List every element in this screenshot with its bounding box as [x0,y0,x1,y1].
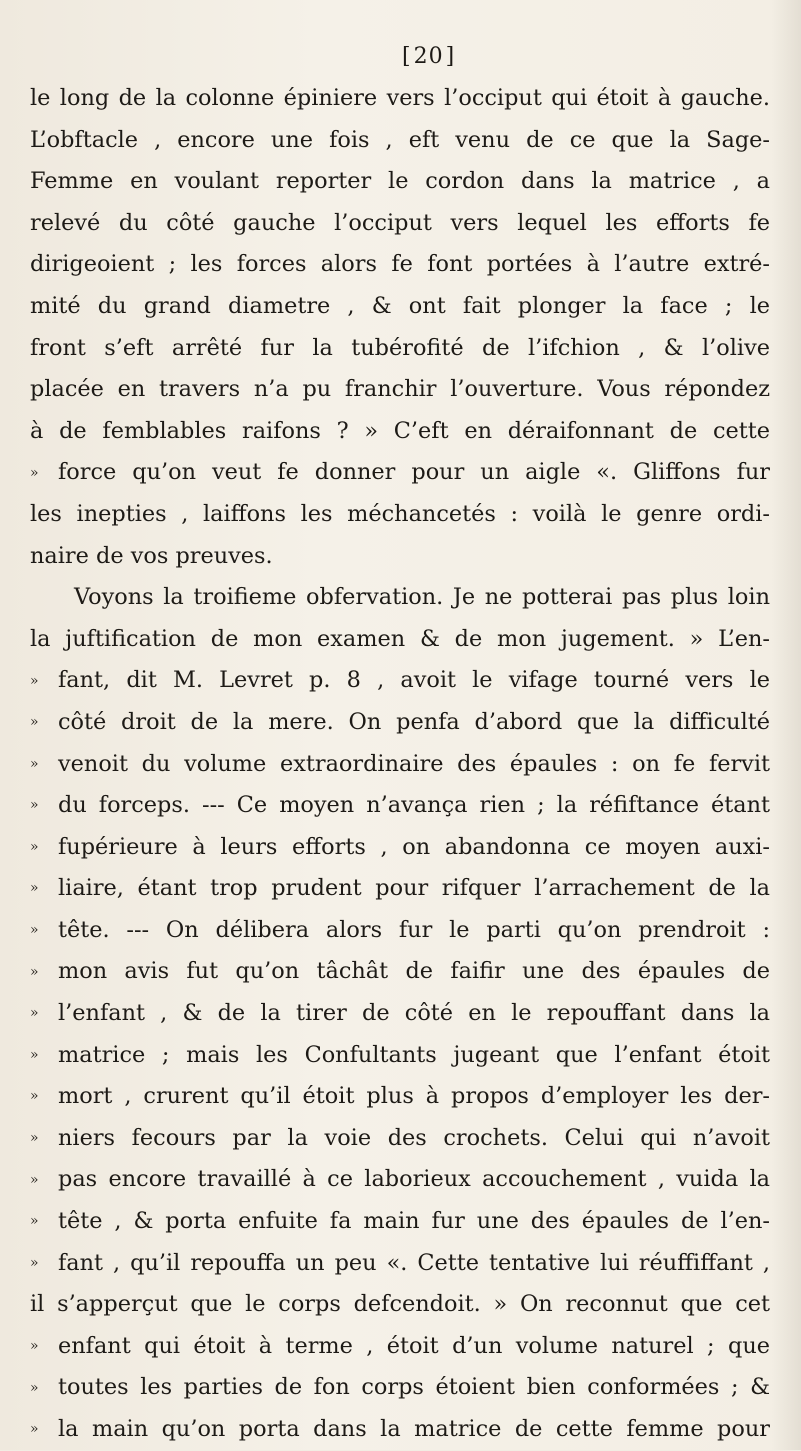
quote-mark: » [30,963,39,980]
quote-mark: » [30,1421,39,1438]
text-line [30,1284,770,1326]
line-text: niers fecours par la voie des crochets. Celui qui n’avoit [58,1124,770,1151]
text-line [30,1159,770,1201]
page-number: [ 20 ] [402,44,455,69]
body-text [30,78,770,1451]
text-line [30,619,770,661]
quote-mark: » [30,922,39,939]
line-text: front s’eft arrêté fur la tubérofité de l’ifchion , & l’olive [30,334,770,361]
quote-mark: » [30,838,39,855]
text-line [30,536,770,578]
line-text: du forceps. --- Ce moyen n’avança rien ; la réfiftance étant [58,792,770,819]
line-text: venoit du volume extraordinaire des épaules : on fe fervit [58,750,770,777]
text-line [30,286,770,328]
line-text: Femme en voulant reporter le cordon dans la matrice , a [30,168,770,195]
text-line [30,203,770,245]
text-line [30,1367,770,1409]
line-text: fant, dit M. Levret p. 8 , avoit le vifage tourné vers le [58,667,770,694]
quote-mark: » [30,755,39,772]
quote-mark: » [30,1005,39,1022]
text-line [30,868,770,910]
line-text: tête. --- On délibera alors fur le parti qu’on prendroit : [58,916,770,943]
line-text: le long de la colonne épiniere vers l’occiput qui étoit à gauche. [30,85,770,111]
text-line [30,494,770,536]
text-line [30,369,770,411]
text-line [30,411,770,453]
text-line [30,1118,770,1160]
line-text: les inepties , laiffons les méchancetés : voilà le genre ordi- [30,500,770,527]
text-line [30,328,770,370]
quote-mark: » [30,880,39,897]
line-text: l’enfant , & de la tirer de côté en le repouffant dans la [58,1000,770,1027]
line-text: Voyons la troifieme obfervation. Je ne potterai pas plus loin [74,584,770,611]
text-line [30,660,770,702]
quote-mark: » [30,1213,39,1230]
quote-mark: » [30,1171,39,1188]
line-text: matrice ; mais les Confultants jugeant que l’enfant étoit [58,1041,770,1068]
line-text: pas encore travaillé à ce laborieux accouchement , vuida la [58,1166,770,1193]
quote-mark: » [30,1338,39,1355]
quote-mark: » [30,464,39,481]
line-text: mité du grand diametre , & ont fait plonger la face ; le [30,292,770,319]
quote-mark: » [30,672,39,689]
text-line [30,120,770,162]
quote-mark: » [30,1046,39,1063]
line-text: placée en travers n’a pu franchir l’ouverture. Vous répondez [30,376,770,403]
line-text: tête , & porta enfuite fa main fur une des épaules de l’en- [58,1208,770,1235]
line-text: côté droit de la mere. On penfa d’abord que la difficulté [58,708,770,735]
line-text: enfant qui étoit à terme , étoit d’un volume naturel ; que [58,1332,770,1359]
line-text: fant , qu’il repouffa un peu «. Cette tentative lui réuffiffant , [58,1249,770,1276]
text-line [30,951,770,993]
line-text: mort , crurent qu’il étoit plus à propos d’employer les der- [58,1083,770,1110]
quote-mark: » [30,1254,39,1271]
line-text: L’obftacle , encore une fois , eft venu de ce que la Sage- [30,126,770,153]
quote-mark: » [30,1130,39,1147]
text-line [30,1326,770,1368]
page-edge-shadow [771,0,801,1450]
text-line [30,1243,770,1285]
line-text: fupérieure à leurs efforts , on abandonna ce moyen auxi- [58,833,770,860]
line-text: mon avis fut qu’on tâchât de faifir une des épaules de [58,958,770,985]
text-line [30,827,770,869]
quote-mark: » [30,714,39,731]
text-line [30,1076,770,1118]
text-line [30,244,770,286]
text-line [30,78,770,120]
text-line [30,702,770,744]
text-line [30,1409,770,1451]
line-text: dirigeoient ; les forces alors fe font portées à l’autre extré- [30,251,770,278]
line-text: relevé du côté gauche l’occiput vers lequel les efforts fe [30,209,770,236]
quote-mark: » [30,1379,39,1396]
quote-mark: » [30,797,39,814]
text-line [30,993,770,1035]
line-text: liaire, étant trop prudent pour rifquer l’arrachement de la [58,875,770,902]
line-text: la juftification de mon examen & de mon jugement. » L’en- [30,625,770,652]
line-text: à de femblables raifons ? » C’eft en déraifonnant de cette [30,417,770,444]
text-line [30,744,770,786]
text-line [30,785,770,827]
line-text: la main qu’on porta dans la matrice de cette femme pour [58,1416,770,1442]
line-text: toutes les parties de fon corps étoient bien conformées ; & [58,1374,770,1401]
text-line [30,161,770,203]
text-line [30,1201,770,1243]
text-line [30,1035,770,1077]
quote-mark: » [30,1088,39,1105]
line-text: force qu’on veut fe donner pour un aigle «. Gliffons fur [58,459,770,486]
line-text: naire de vos preuves. [30,542,273,569]
text-line [30,577,770,619]
text-line [30,452,770,494]
line-text: il s’apperçut que le corps defcendoit. » On reconnut que cet [30,1291,770,1318]
text-line [30,910,770,952]
